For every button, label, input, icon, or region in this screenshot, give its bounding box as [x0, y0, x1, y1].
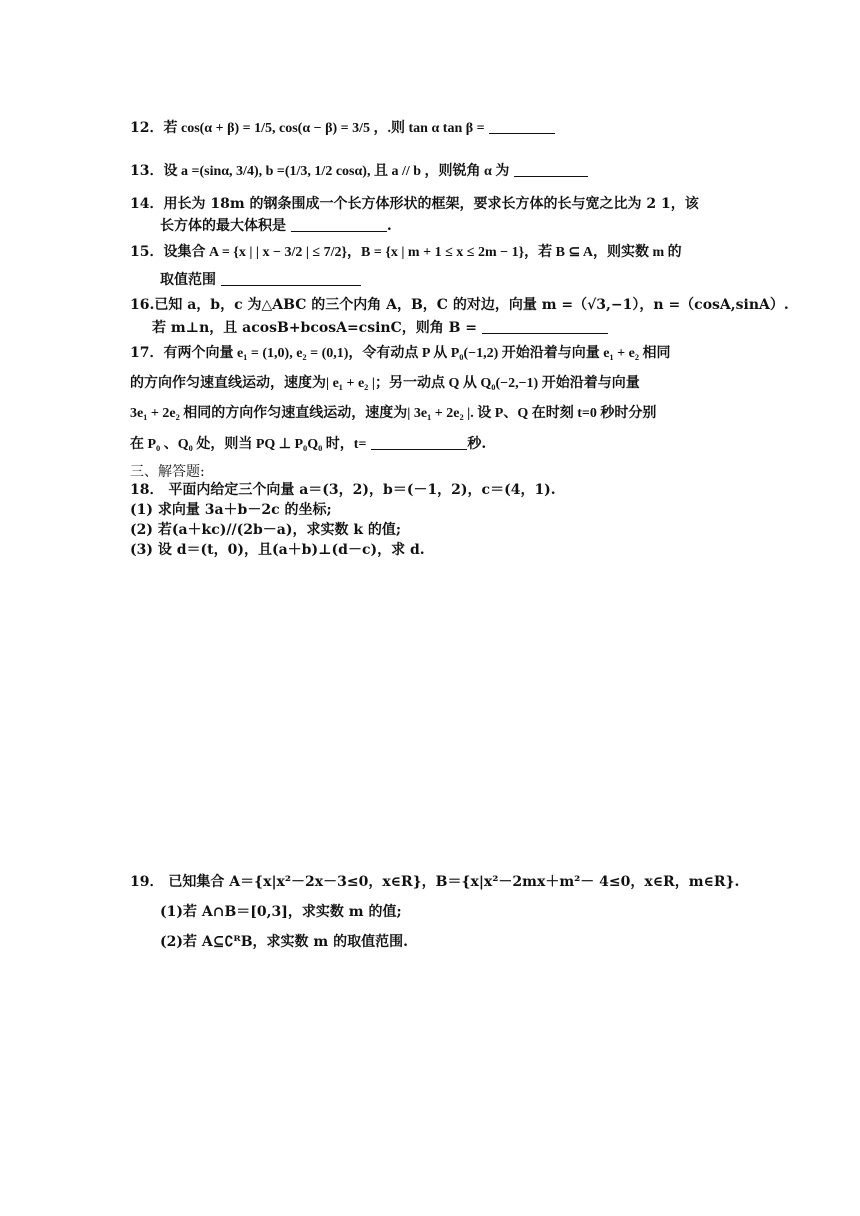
question-17-text-2: 的方向作匀速直线运动，速度为| e₁ + e₂ |；另一动点 Q 从 Q₀(−2,−1) 开始沿着与向量 [130, 376, 640, 391]
question-17-number: 17． [130, 345, 164, 361]
question-13-number: 13． [130, 163, 164, 179]
answer-blank-14[interactable] [291, 217, 387, 232]
question-17-line-3 [130, 403, 656, 424]
question-15-number: 15． [130, 244, 164, 260]
question-12 [130, 118, 555, 139]
question-14-text-2: 长方体的最大体积是 [160, 218, 286, 234]
question-13 [130, 161, 588, 182]
question-16-text-2: 若 m⊥n，且 acosB+bcosA=csinC，则角 B = [152, 320, 478, 336]
question-14-number: 14． [130, 196, 164, 212]
question-17-text-3: 3e₁ + 2e₂ 相同的方向作匀速直线运动，速度为| 3e₁ + 2e₂ |. 设 P、Q 在时刻 t=0 秒时分别 [130, 406, 657, 421]
question-18-part-1: (1) 求向量 3a＋b－2c 的坐标; [130, 502, 332, 518]
answer-blank-15[interactable] [221, 271, 361, 286]
question-18-part-3: (3) 设 d＝(t，0)，且(a＋b)⊥(d－c)，求 d. [130, 542, 425, 558]
question-16-number: 16. [130, 297, 155, 313]
section-heading-3: 三、解答题: [130, 464, 205, 480]
question-14-line-2 [160, 216, 392, 236]
question-18-part-2: (2) 若(a＋kc)//(2b－a)，求实数 k 的值; [130, 522, 402, 538]
question-17-line-1 [130, 343, 671, 364]
question-16-line-2 [152, 318, 608, 338]
question-15-text-1: 设集合 A = {x | | x − 3/2 | ≤ 7/2}，B = {x | m + 1 ≤ x ≤ 2m − 1}，若 B ⊆ A，则实数 m 的 [163, 245, 682, 260]
question-17-text-1: 有两个向量 e₁ = (1,0), e₂ = (0,1)，令有动点 P 从 P₀(−1,2) 开始沿着与向量 e₁ + e₂ 相同 [163, 346, 671, 361]
question-19-line-1: 19． 已知集合 A＝{x|x²－2x－3≤0，x∈R}，B＝{x|x²－2mx＋m²－ 4≤0，x∈R，m∈R}. [130, 874, 740, 890]
question-16-text-1: 已知 a，b，c 为△ABC 的三个内角 A，B，C 的对边，向量 m =（√3,−1），n =（cosA,sinA）. [154, 297, 789, 313]
question-12-number: 12． [130, 120, 164, 136]
question-17-line-2 [130, 373, 640, 394]
answer-blank-17[interactable] [371, 435, 467, 450]
question-15-text-2: 取值范围 [160, 272, 216, 288]
question-19-part-2: (2)若 A⊆∁ᴿB，求实数 m 的取值范围. [160, 934, 408, 950]
answer-blank-12[interactable] [489, 119, 555, 134]
question-12-text: 若 cos(α + β) = 1/5, cos(α − β) = 3/5 ，.则 tan α tan β = [163, 121, 485, 136]
question-15-line-1 [130, 242, 682, 263]
question-19-part-1: (1)若 A∩B＝[0,3]，求实数 m 的值; [160, 904, 402, 920]
question-17-line-4 [130, 434, 486, 455]
question-15-line-2 [160, 270, 361, 290]
question-13-text: 设 a =(sinα, 3/4), b =(1/3, 1/2 cosα), 且 a // b ，则锐角 α 为 [163, 164, 510, 179]
question-17-text-4: 在 P₀ 、Q₀ 处，则当 PQ ⊥ P₀Q₀ 时，t= [130, 437, 367, 452]
answer-blank-16[interactable] [482, 319, 608, 334]
question-16-line-1 [130, 295, 789, 315]
question-14-text-1: 用长为 18m 的钢条围成一个长方体形状的框架，要求长方体的长与宽之比为 2 1，该 [163, 196, 699, 212]
question-14-tail: . [386, 218, 392, 234]
question-17-tail: 秒. [467, 436, 487, 452]
question-14-line-1 [130, 194, 699, 214]
answer-blank-13[interactable] [514, 162, 588, 177]
question-18-line-1: 18． 平面内给定三个向量 a＝(3，2)，b＝(－1，2)，c＝(4，1). [130, 482, 556, 498]
